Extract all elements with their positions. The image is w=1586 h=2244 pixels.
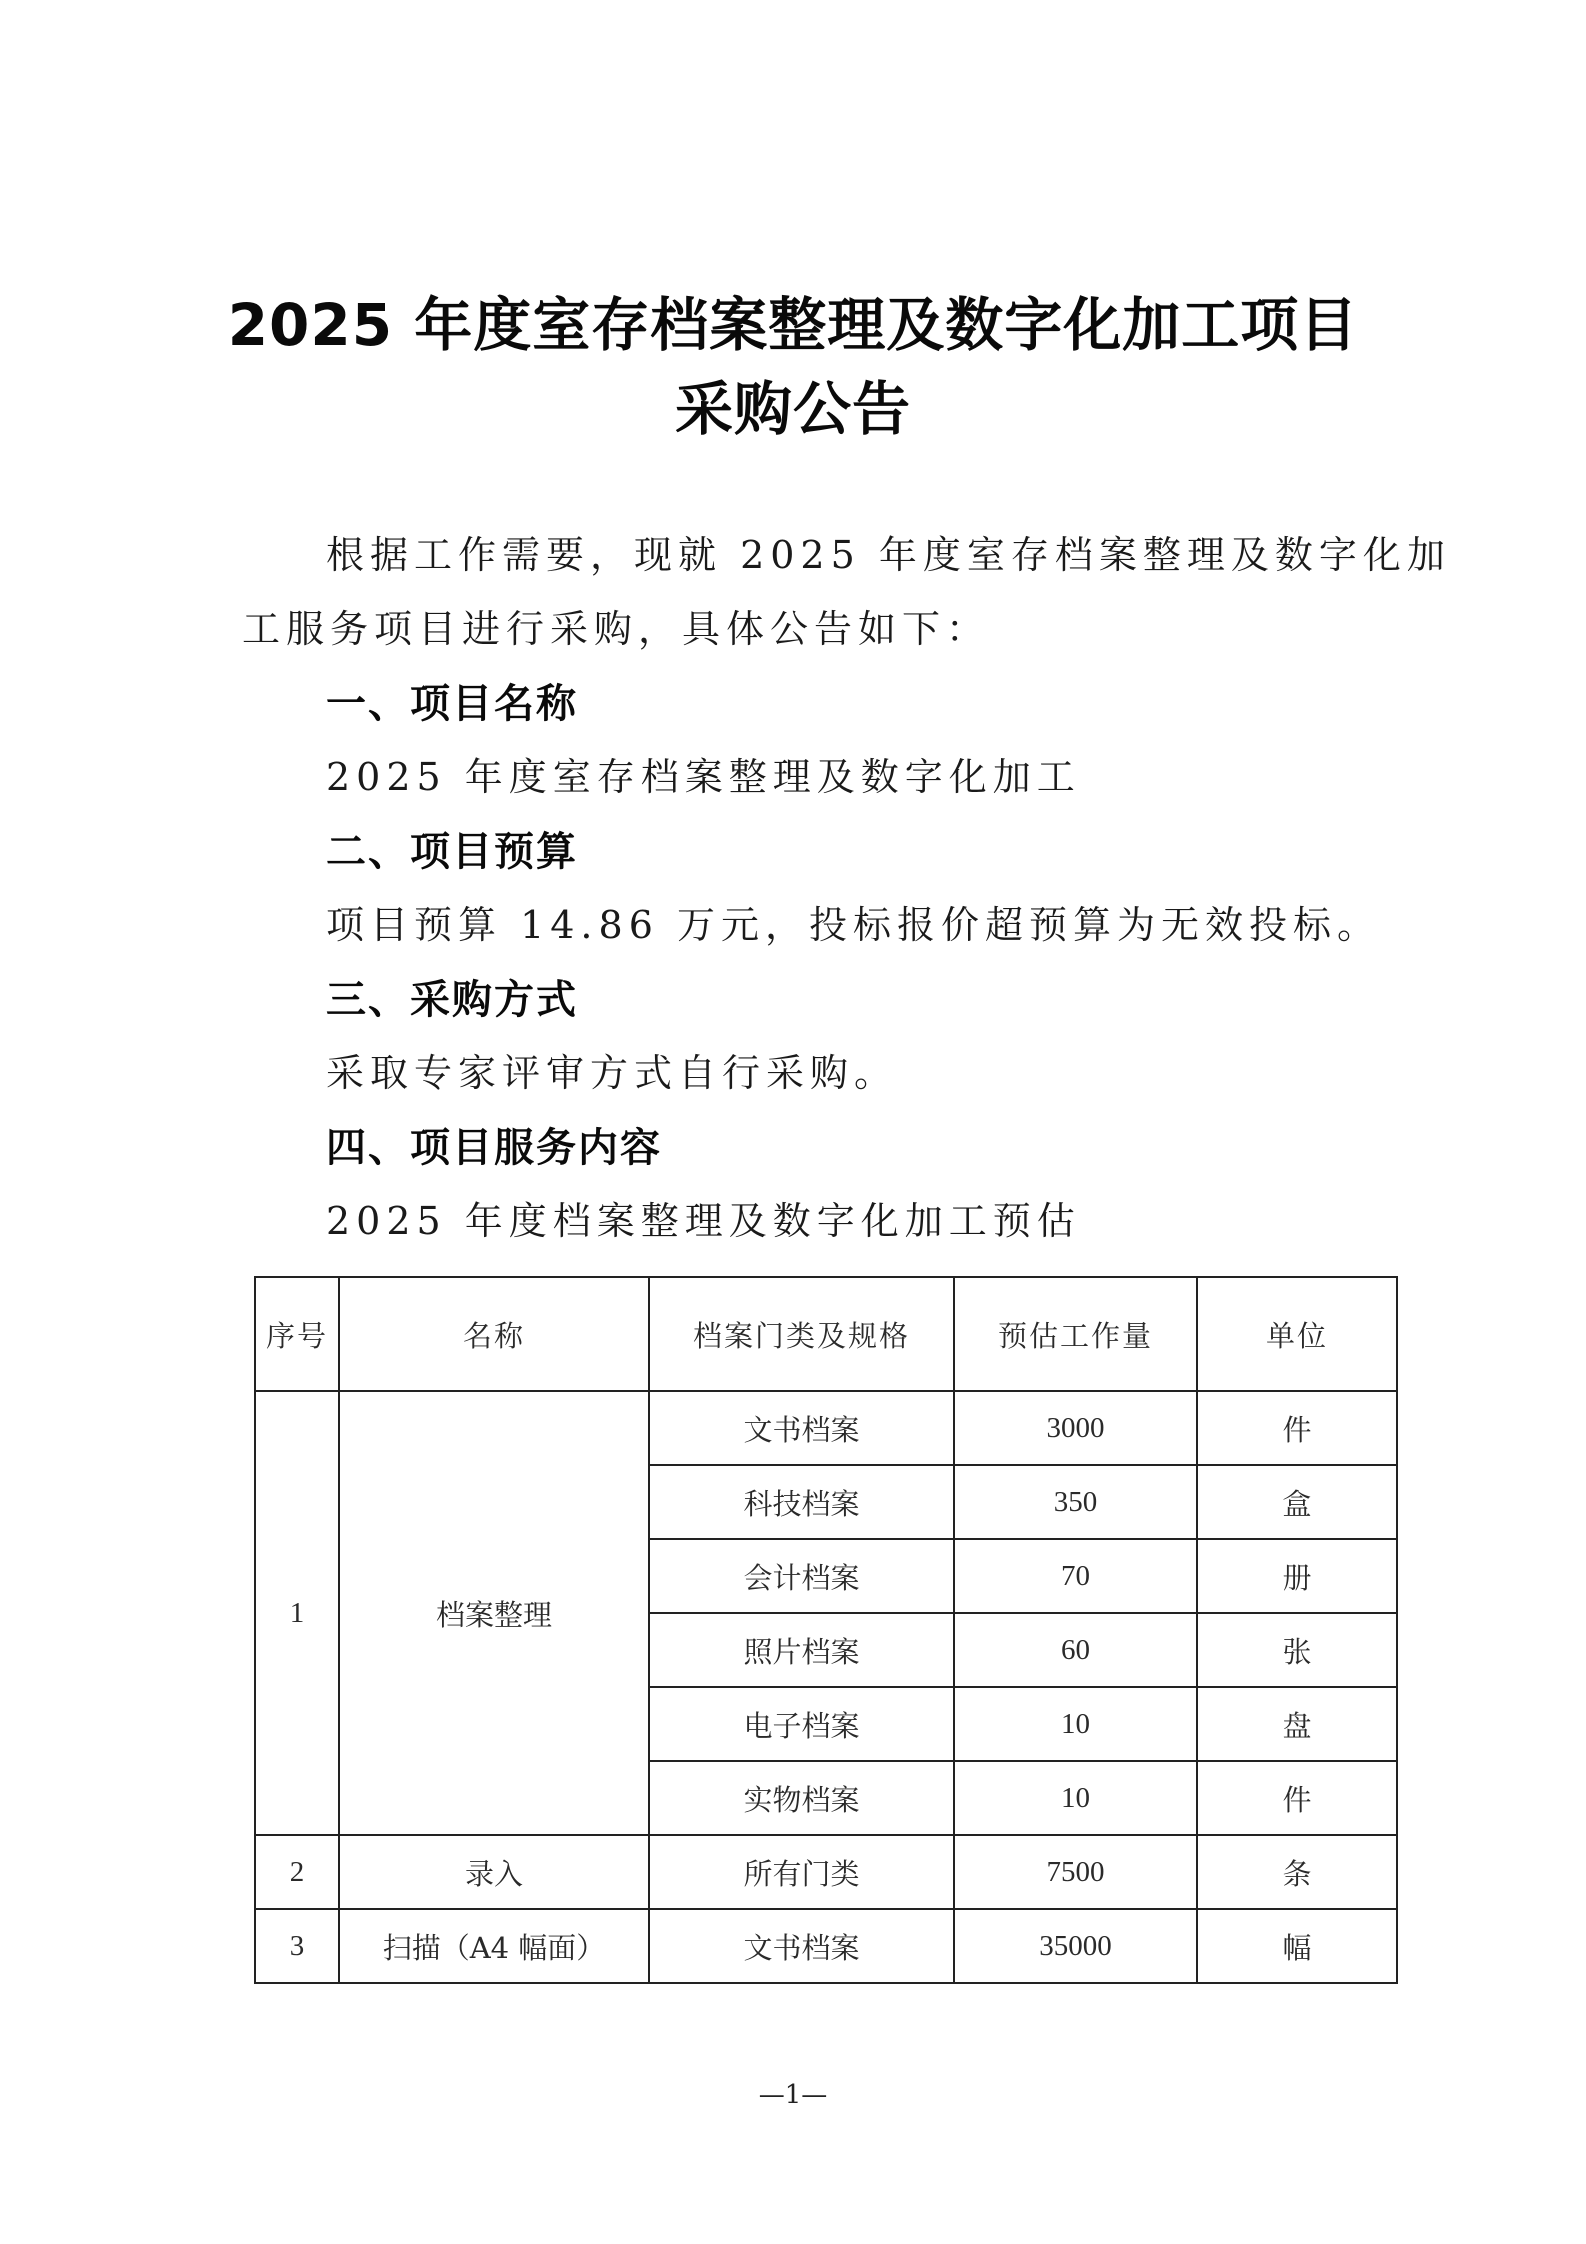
table-row	[255, 1391, 1397, 1465]
cell-qty: 60	[954, 1613, 1197, 1687]
page-number: —1—	[758, 2080, 828, 2110]
header-name: 名称	[339, 1277, 649, 1391]
cell-category: 实物档案	[649, 1761, 954, 1835]
cell-category: 会计档案	[649, 1539, 954, 1613]
intro-line2: 工服务项目进行采购，具体公告如下：	[242, 607, 991, 651]
section-2-heading: 二、项目预算	[326, 829, 578, 875]
section-4-heading: 四、项目服务内容	[326, 1125, 662, 1171]
cell-qty: 10	[954, 1687, 1197, 1761]
cell-unit: 件	[1197, 1391, 1397, 1465]
intro-line1: 根据工作需要，现就 2025 年度室存档案整理及数字化加	[326, 533, 1451, 577]
table-row	[255, 1835, 1397, 1909]
cell-unit: 件	[1197, 1761, 1397, 1835]
header-estimated-workload: 预估工作量	[954, 1277, 1197, 1391]
cell-qty: 10	[954, 1761, 1197, 1835]
section-2-body: 项目预算 14.86 万元，投标报价超预算为无效投标。	[326, 903, 1381, 947]
section-4-body: 2025 年度档案整理及数字化加工预估	[326, 1199, 1081, 1243]
section-1-heading: 一、项目名称	[326, 681, 578, 727]
header-seq: 序号	[255, 1277, 339, 1391]
cell-unit: 盒	[1197, 1465, 1397, 1539]
cell-unit: 条	[1197, 1835, 1397, 1909]
header-category: 档案门类及规格	[649, 1277, 954, 1391]
header-unit: 单位	[1197, 1277, 1397, 1391]
section-3-body: 采取专家评审方式自行采购。	[326, 1051, 899, 1095]
cell-category: 电子档案	[649, 1687, 954, 1761]
section-3-heading: 三、采购方式	[326, 977, 578, 1023]
cell-name: 录入	[339, 1835, 649, 1909]
cell-unit: 册	[1197, 1539, 1397, 1613]
cell-seq: 3	[255, 1909, 339, 1983]
cell-unit: 张	[1197, 1613, 1397, 1687]
table-header-row	[255, 1277, 1397, 1391]
cell-category: 文书档案	[649, 1391, 954, 1465]
cell-category: 文书档案	[649, 1909, 954, 1983]
cell-qty: 35000	[954, 1909, 1197, 1983]
cell-category: 所有门类	[649, 1835, 954, 1909]
cell-seq: 1	[255, 1391, 339, 1835]
cell-name: 扫描（A4 幅面）	[339, 1909, 649, 1983]
cell-qty: 3000	[954, 1391, 1197, 1465]
workload-table	[254, 1276, 1398, 1984]
table-row	[255, 1909, 1397, 1983]
cell-qty: 7500	[954, 1835, 1197, 1909]
document-title-line1: 2025 年度室存档案整理及数字化加工项目	[227, 291, 1359, 359]
cell-unit: 盘	[1197, 1687, 1397, 1761]
cell-name: 档案整理	[339, 1391, 649, 1835]
cell-category: 照片档案	[649, 1613, 954, 1687]
section-1-body: 2025 年度室存档案整理及数字化加工	[326, 755, 1081, 799]
document-title-line2: 采购公告	[674, 375, 911, 443]
cell-seq: 2	[255, 1835, 339, 1909]
cell-category: 科技档案	[649, 1465, 954, 1539]
cell-unit: 幅	[1197, 1909, 1397, 1983]
cell-qty: 70	[954, 1539, 1197, 1613]
cell-qty: 350	[954, 1465, 1197, 1539]
